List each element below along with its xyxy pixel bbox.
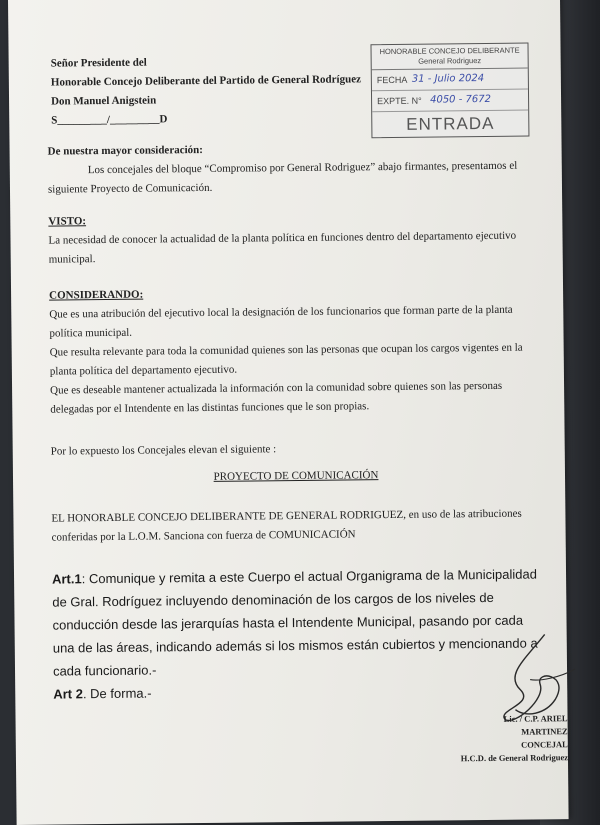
- considerando-p1: Que es una atribución del ejecutivo local la designación de los funcionarios que forman parte de la planta política municipal.: [49, 303, 513, 340]
- art1-paragraph: [52, 562, 543, 682]
- stamp-header: [371, 44, 527, 71]
- signature-body: H.C.D. de General Rodriguez: [460, 752, 569, 764]
- considerando-p2: Que resulta relevante para toda la comunidad quienes son las personas que ocupan los cargos vigentes en la planta política del departamento ejecutivo.: [49, 341, 523, 378]
- stamp-fecha-row: [372, 69, 528, 92]
- stamp-expte-row: [372, 90, 528, 113]
- considerando-p3: Que es deseable mantener actualizada la información con la comunidad sobre quienes son las personas delegadas por el Intendente en las distintas funciones que le son propias.: [50, 379, 503, 416]
- art2-paragraph: [53, 677, 543, 705]
- considerando-section: [49, 281, 540, 419]
- stamp-expte-value: 4050 - 7672: [430, 93, 492, 106]
- signature-role: CONCEJAL: [521, 739, 568, 750]
- stamp-expte-label: EXPTE. N°: [377, 95, 422, 107]
- entry-stamp: [370, 43, 529, 139]
- document-page: [8, 0, 569, 825]
- stamp-org-2: General Rodriguez: [418, 56, 482, 66]
- stamp-org: HONORABLE CONCEJO DELIBERANTE: [379, 45, 520, 57]
- signature-block: [455, 712, 568, 765]
- visto-text: La necesidad de conocer la actualidad de la planta política en funciones dentro del departamento ejecutivo municipal.: [48, 229, 517, 266]
- stamp-entrada: ENTRADA: [406, 113, 495, 134]
- stamp-fecha-value: 31 - Julio 2024: [411, 73, 485, 85]
- addressee-line-2: Honorable Concejo Deliberante del Partido de General Rodríguez: [50, 73, 362, 89]
- art1-text: : Comunique y remita a este Cuerpo el actual Organigrama de la Municipalidad de Gral. Rodríguez incluyendo denominación de los cargos de los niveles de conducción desde las jerarquías hasta el Intendente Municipal, pasando por cada una de las áreas, indicando además si los mismos están cubiertos y mencionando a cada funcionario.-: [52, 566, 538, 679]
- resolution-text: EL HONORABLE CONCEJO DELIBERANTE DE GENERAL RODRIGUEZ, en uso de las atribuciones conferidas por la L.O.M. Sanciona con fuerza de COMUNICACIÓN: [51, 507, 522, 544]
- considerando-heading: CONSIDERANDO:: [49, 288, 144, 302]
- signature-name: Lic. / C.P. ARIEL MARTINEZ: [503, 713, 568, 737]
- por-lo-expuesto: Por lo expuesto los Concejales elevan el siguiente :: [50, 443, 277, 458]
- addressee-line-3: Don Manuel Anigstein: [51, 94, 157, 108]
- visto-heading: VISTO:: [48, 215, 87, 228]
- addressee-line-1: Señor Presidente del: [50, 56, 147, 70]
- art2-label: Art 2: [53, 686, 83, 702]
- intro-text: Los concejales del bloque “Compromiso por General Rodriguez” abajo firmantes, presentamos el siguiente Proyecto de Comunicación.: [47, 159, 518, 196]
- visto-section: [48, 207, 539, 269]
- intro-section: [47, 137, 538, 199]
- proyecto-title: PROYECTO DE COMUNICACIÓN: [213, 469, 379, 483]
- addressee-block: [51, 51, 362, 130]
- art1-label: Art.1: [51, 571, 82, 587]
- addressee-line-4: S_________/_________D: [51, 113, 168, 127]
- art2-text: . De forma.-: [82, 685, 152, 702]
- intro-heading: De nuestra mayor consideración:: [47, 143, 203, 158]
- stamp-fecha-label: FECHA: [376, 74, 408, 86]
